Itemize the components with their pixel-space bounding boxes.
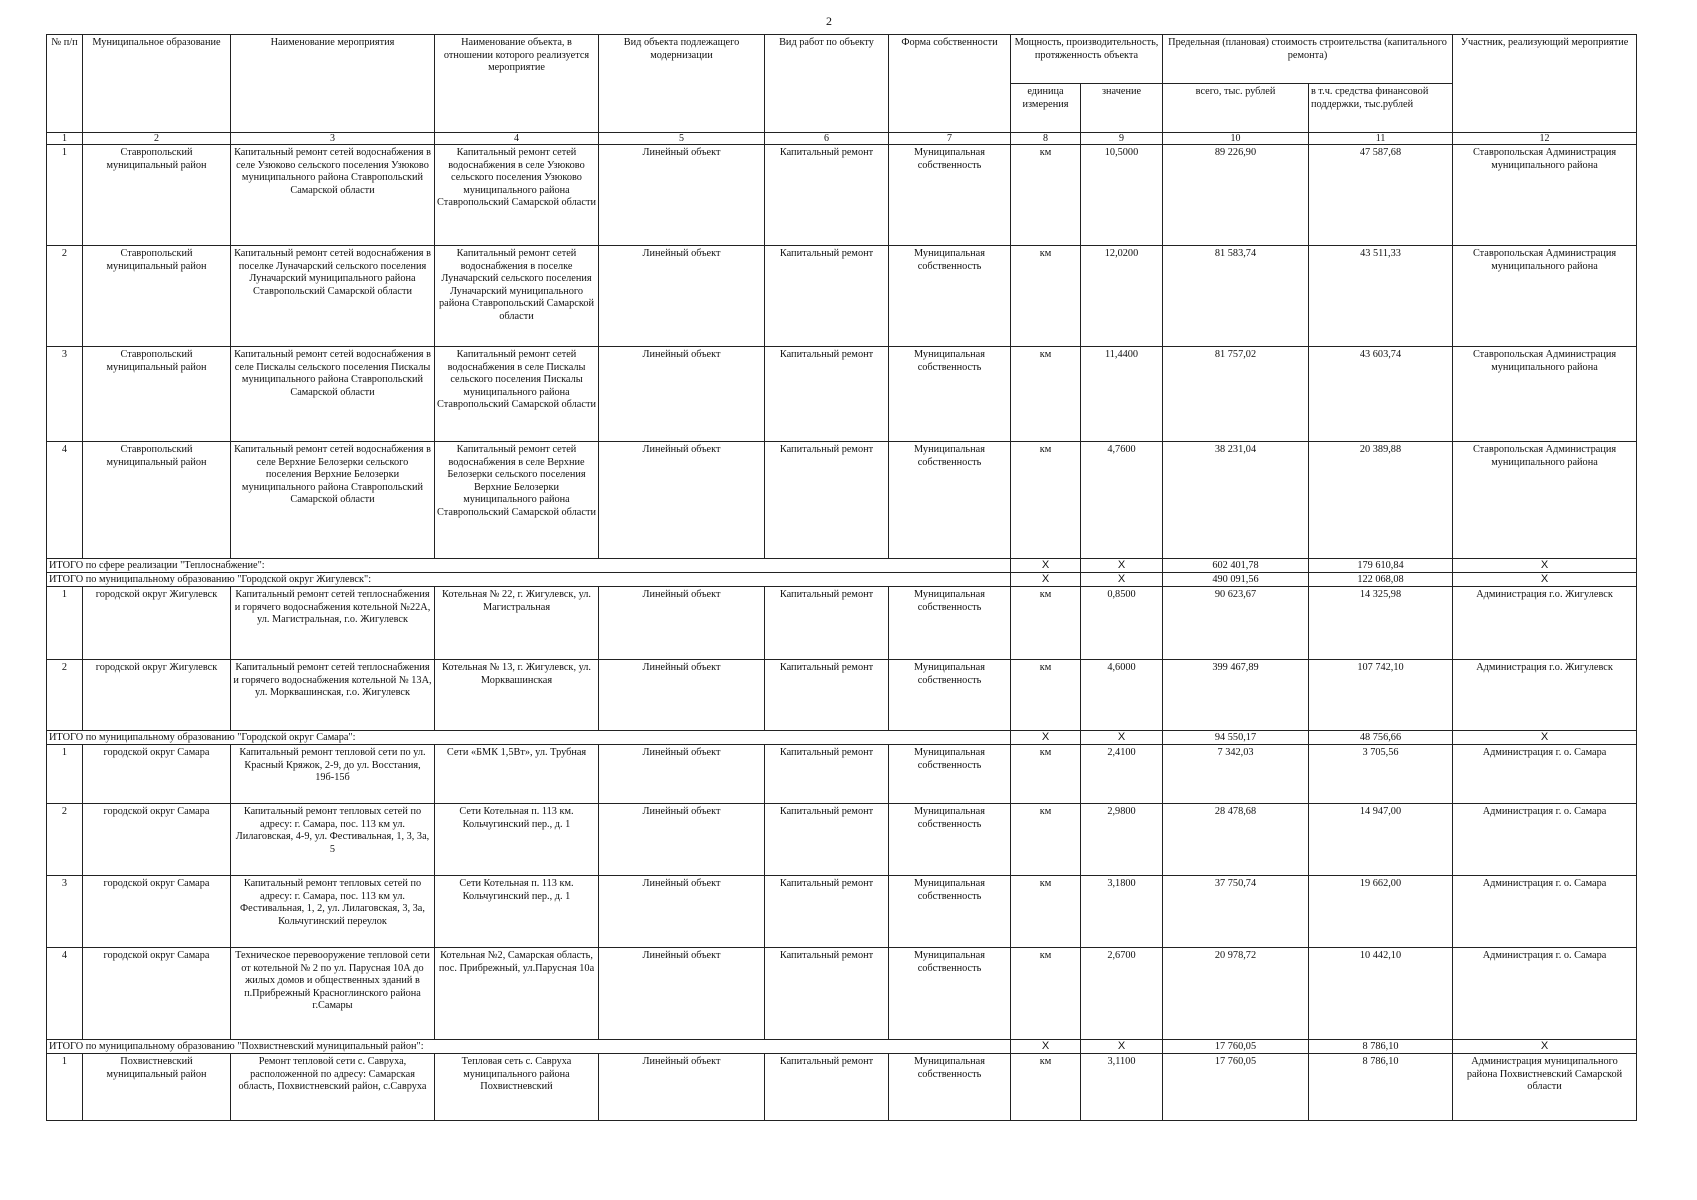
support-cost-cell: 3 705,56	[1309, 745, 1453, 804]
row-number: 2	[47, 660, 83, 731]
municipality-cell: Ставропольский муниципальный район	[83, 145, 231, 246]
work-kind-cell: Капитальный ремонт	[765, 145, 889, 246]
object-kind-cell: Линейный объект	[599, 660, 765, 731]
total-unit: Х	[1011, 559, 1081, 573]
support-cost-cell: 107 742,10	[1309, 660, 1453, 731]
total-cost-cell: 28 478,68	[1163, 804, 1309, 876]
column-number: 1	[47, 133, 83, 145]
total-cost-cell: 17 760,05	[1163, 1054, 1309, 1121]
table-row	[47, 587, 1637, 660]
total-value: Х	[1081, 1040, 1163, 1054]
object-kind-cell: Линейный объект	[599, 876, 765, 948]
support-cost-cell: 8 786,10	[1309, 1054, 1453, 1121]
header-cell: Вид работ по объекту	[765, 35, 889, 133]
municipality-cell: Похвистневский муниципальный район	[83, 1054, 231, 1121]
table-row	[47, 745, 1637, 804]
value-cell: 4,6000	[1081, 660, 1163, 731]
column-number: 5	[599, 133, 765, 145]
ownership-cell: Муниципальная собственность	[889, 804, 1011, 876]
column-number: 8	[1011, 133, 1081, 145]
table-row	[47, 347, 1637, 442]
row-number: 1	[47, 745, 83, 804]
unit-cell: км	[1011, 347, 1081, 442]
support-cost-cell: 43 511,33	[1309, 246, 1453, 347]
header-cell: в т.ч. средства финансовой поддержки, тыс.рублей	[1309, 84, 1453, 133]
object-kind-cell: Линейный объект	[599, 804, 765, 876]
support-cost-cell: 10 442,10	[1309, 948, 1453, 1040]
municipality-cell: Ставропольский муниципальный район	[83, 442, 231, 559]
total-value: Х	[1081, 573, 1163, 587]
investment-program-table	[46, 34, 1637, 1121]
column-number: 9	[1081, 133, 1163, 145]
table-row	[47, 145, 1637, 246]
header-cell: Наименование мероприятия	[231, 35, 435, 133]
unit-cell: км	[1011, 246, 1081, 347]
ownership-cell: Муниципальная собственность	[889, 876, 1011, 948]
total-label: ИТОГО по муниципальному образованию "Городской округ Жигулевск":	[47, 573, 1011, 587]
page-number: 2	[826, 14, 832, 28]
unit-cell: км	[1011, 876, 1081, 948]
table-row	[47, 246, 1637, 347]
support-cost-cell: 14 325,98	[1309, 587, 1453, 660]
unit-cell: км	[1011, 587, 1081, 660]
total-support: 48 756,66	[1309, 731, 1453, 745]
ownership-cell: Муниципальная собственность	[889, 948, 1011, 1040]
total-support: 179 610,84	[1309, 559, 1453, 573]
work-kind-cell: Капитальный ремонт	[765, 660, 889, 731]
work-kind-cell: Капитальный ремонт	[765, 347, 889, 442]
event-cell: Капитальный ремонт сетей водоснабжения в селе Верхние Белозерки сельского поселения Верхние Белозерки муниципального района Ставропольский Самарской области	[231, 442, 435, 559]
municipality-cell: городской округ Жигулевск	[83, 587, 231, 660]
participant-cell: Администрация г. о. Самара	[1453, 745, 1637, 804]
total-label: ИТОГО по муниципальному образованию "Похвистневский муниципальный район":	[47, 1040, 1011, 1054]
total-label: ИТОГО по муниципальному образованию "Городской округ Самара":	[47, 731, 1011, 745]
header-cell: значение	[1081, 84, 1163, 133]
column-number: 11	[1309, 133, 1453, 145]
unit-cell: км	[1011, 145, 1081, 246]
work-kind-cell: Капитальный ремонт	[765, 948, 889, 1040]
total-value: Х	[1081, 559, 1163, 573]
column-number: 4	[435, 133, 599, 145]
row-number: 4	[47, 442, 83, 559]
total-cost-cell: 89 226,90	[1163, 145, 1309, 246]
object-cell: Котельная № 13, г. Жигулевск, ул. Морквашинская	[435, 660, 599, 731]
total-row-samara	[47, 731, 1637, 745]
object-kind-cell: Линейный объект	[599, 442, 765, 559]
value-cell: 2,4100	[1081, 745, 1163, 804]
total-participant: Х	[1453, 731, 1637, 745]
total-cost: 490 091,56	[1163, 573, 1309, 587]
municipality-cell: городской округ Самара	[83, 745, 231, 804]
header-cell: Вид объекта подлежащего модернизации	[599, 35, 765, 133]
value-cell: 2,9800	[1081, 804, 1163, 876]
event-cell: Капитальный ремонт тепловых сетей по адресу: г. Самара, пос. 113 км ул. Лилаговская, 4-9, ул. Фестивальная, 1, 3, 3а, 5	[231, 804, 435, 876]
work-kind-cell: Капитальный ремонт	[765, 1054, 889, 1121]
participant-cell: Администрация г.о. Жигулевск	[1453, 660, 1637, 731]
column-number: 6	[765, 133, 889, 145]
support-cost-cell: 47 587,68	[1309, 145, 1453, 246]
event-cell: Ремонт тепловой сети с. Савруха, расположенной по адресу: Самарская область, Похвистневский район, с.Савруха	[231, 1054, 435, 1121]
row-number: 3	[47, 347, 83, 442]
total-cost-cell: 37 750,74	[1163, 876, 1309, 948]
unit-cell: км	[1011, 1054, 1081, 1121]
participant-cell: Администрация г. о. Самара	[1453, 876, 1637, 948]
total-unit: Х	[1011, 731, 1081, 745]
column-number: 3	[231, 133, 435, 145]
work-kind-cell: Капитальный ремонт	[765, 876, 889, 948]
total-cost: 17 760,05	[1163, 1040, 1309, 1054]
header-cell: Предельная (плановая) стоимость строительства (капитального ремонта)	[1163, 35, 1453, 84]
event-cell: Капитальный ремонт сетей водоснабжения в поселке Луначарский сельского поселения Луначарский муниципального района Ставропольский Самарской области	[231, 246, 435, 347]
event-cell: Капитальный ремонт сетей теплоснабжения и горячего водоснабжения котельной № 13А, ул. Морквашинская, г.о. Жигулевск	[231, 660, 435, 731]
ownership-cell: Муниципальная собственность	[889, 442, 1011, 559]
column-number-row	[47, 133, 1637, 145]
work-kind-cell: Капитальный ремонт	[765, 804, 889, 876]
unit-cell: км	[1011, 948, 1081, 1040]
value-cell: 0,8500	[1081, 587, 1163, 660]
municipality-cell: городской округ Самара	[83, 804, 231, 876]
event-cell: Капитальный ремонт тепловых сетей по адресу: г. Самара, пос. 113 км ул. Фестивальная, 1, 2, ул. Лилаговская, 3, 3а, Кольчугинский переулок	[231, 876, 435, 948]
participant-cell: Ставропольская Администрация муниципального района	[1453, 145, 1637, 246]
row-number: 1	[47, 587, 83, 660]
participant-cell: Администрация г.о. Жигулевск	[1453, 587, 1637, 660]
value-cell: 10,5000	[1081, 145, 1163, 246]
event-cell: Техническое перевооружение тепловой сети от котельной № 2 по ул. Парусная 10А до жилых домов и общественных зданий в п.Прибрежный Красноглинского района г.Самары	[231, 948, 435, 1040]
participant-cell: Ставропольская Администрация муниципального района	[1453, 246, 1637, 347]
table-row	[47, 1054, 1637, 1121]
event-cell: Капитальный ремонт сетей теплоснабжения и горячего водоснабжения котельной №22А, ул. Магистральная, г.о. Жигулевск	[231, 587, 435, 660]
object-cell: Сети Котельная п. 113 км. Кольчугинский пер., д. 1	[435, 876, 599, 948]
ownership-cell: Муниципальная собственность	[889, 587, 1011, 660]
header-cell: всего, тыс. рублей	[1163, 84, 1309, 133]
total-row-pokhvistnevo	[47, 1040, 1637, 1054]
object-cell: Капитальный ремонт сетей водоснабжения в селе Пискалы сельского поселения Пискалы муниципального района Ставропольский Самарской области	[435, 347, 599, 442]
participant-cell: Ставропольская Администрация муниципального района	[1453, 442, 1637, 559]
total-unit: Х	[1011, 573, 1081, 587]
value-cell: 11,4400	[1081, 347, 1163, 442]
total-participant: Х	[1453, 559, 1637, 573]
header-cell: Форма собственности	[889, 35, 1011, 133]
total-cost: 94 550,17	[1163, 731, 1309, 745]
unit-cell: км	[1011, 745, 1081, 804]
municipality-cell: городской округ Самара	[83, 948, 231, 1040]
row-number: 4	[47, 948, 83, 1040]
header-cell: Муниципальное образование	[83, 35, 231, 133]
column-number: 12	[1453, 133, 1637, 145]
column-number: 2	[83, 133, 231, 145]
header-cell: № п/п	[47, 35, 83, 133]
support-cost-cell: 43 603,74	[1309, 347, 1453, 442]
value-cell: 2,6700	[1081, 948, 1163, 1040]
event-cell: Капитальный ремонт тепловой сети по ул. Красный Кряжок, 2-9, до ул. Восстания, 19б-15б	[231, 745, 435, 804]
row-number: 2	[47, 246, 83, 347]
column-number: 10	[1163, 133, 1309, 145]
total-participant: Х	[1453, 573, 1637, 587]
value-cell: 12,0200	[1081, 246, 1163, 347]
ownership-cell: Муниципальная собственность	[889, 1054, 1011, 1121]
object-kind-cell: Линейный объект	[599, 246, 765, 347]
table-row	[47, 804, 1637, 876]
municipality-cell: городской округ Самара	[83, 876, 231, 948]
total-unit: Х	[1011, 1040, 1081, 1054]
total-cost-cell: 90 623,67	[1163, 587, 1309, 660]
table-row	[47, 876, 1637, 948]
ownership-cell: Муниципальная собственность	[889, 347, 1011, 442]
object-kind-cell: Линейный объект	[599, 347, 765, 442]
support-cost-cell: 14 947,00	[1309, 804, 1453, 876]
total-cost-cell: 81 583,74	[1163, 246, 1309, 347]
work-kind-cell: Капитальный ремонт	[765, 587, 889, 660]
table-row	[47, 442, 1637, 559]
table-row	[47, 948, 1637, 1040]
object-cell: Котельная № 22, г. Жигулевск, ул. Магистральная	[435, 587, 599, 660]
header-cell: Наименование объекта, в отношении которого реализуется мероприятие	[435, 35, 599, 133]
total-participant: Х	[1453, 1040, 1637, 1054]
total-cost-cell: 81 757,02	[1163, 347, 1309, 442]
ownership-cell: Муниципальная собственность	[889, 660, 1011, 731]
total-row-zhigulevsk	[47, 573, 1637, 587]
object-cell: Сети «БМК 1,5Вт», ул. Трубная	[435, 745, 599, 804]
table-row	[47, 660, 1637, 731]
object-kind-cell: Линейный объект	[599, 145, 765, 246]
ownership-cell: Муниципальная собственность	[889, 745, 1011, 804]
event-cell: Капитальный ремонт сетей водоснабжения в селе Узюково сельского поселения Узюково муниципального района Ставропольский Самарской области	[231, 145, 435, 246]
row-number: 1	[47, 145, 83, 246]
support-cost-cell: 19 662,00	[1309, 876, 1453, 948]
event-cell: Капитальный ремонт сетей водоснабжения в селе Пискалы сельского поселения Пискалы муниципального района Ставропольский Самарской области	[231, 347, 435, 442]
object-cell: Капитальный ремонт сетей водоснабжения в поселке Луначарский сельского поселения Луначарский муниципального района Ставропольский Самарской области	[435, 246, 599, 347]
value-cell: 3,1100	[1081, 1054, 1163, 1121]
participant-cell: Администрация г. о. Самара	[1453, 804, 1637, 876]
value-cell: 3,1800	[1081, 876, 1163, 948]
object-kind-cell: Линейный объект	[599, 1054, 765, 1121]
object-kind-cell: Линейный объект	[599, 587, 765, 660]
row-number: 1	[47, 1054, 83, 1121]
object-cell: Котельная №2, Самарская область, пос. Прибрежный, ул.Парусная 10а	[435, 948, 599, 1040]
municipality-cell: Ставропольский муниципальный район	[83, 246, 231, 347]
header-cell: Мощность, производительность, протяженность объекта	[1011, 35, 1163, 84]
unit-cell: км	[1011, 660, 1081, 731]
total-support: 122 068,08	[1309, 573, 1453, 587]
participant-cell: Ставропольская Администрация муниципального района	[1453, 347, 1637, 442]
work-kind-cell: Капитальный ремонт	[765, 745, 889, 804]
support-cost-cell: 20 389,88	[1309, 442, 1453, 559]
participant-cell: Администрация г. о. Самара	[1453, 948, 1637, 1040]
ownership-cell: Муниципальная собственность	[889, 145, 1011, 246]
total-cost-cell: 7 342,03	[1163, 745, 1309, 804]
work-kind-cell: Капитальный ремонт	[765, 246, 889, 347]
header-row-1	[47, 35, 1637, 84]
object-cell: Тепловая сеть с. Савруха муниципального района Похвистневский	[435, 1054, 599, 1121]
total-support: 8 786,10	[1309, 1040, 1453, 1054]
ownership-cell: Муниципальная собственность	[889, 246, 1011, 347]
municipality-cell: городской округ Жигулевск	[83, 660, 231, 731]
total-cost-cell: 38 231,04	[1163, 442, 1309, 559]
object-kind-cell: Линейный объект	[599, 745, 765, 804]
total-cost-cell: 20 978,72	[1163, 948, 1309, 1040]
unit-cell: км	[1011, 442, 1081, 559]
work-kind-cell: Капитальный ремонт	[765, 442, 889, 559]
header-cell: единица измерения	[1011, 84, 1081, 133]
participant-cell: Администрация муниципального района Похвистневский Самарской области	[1453, 1054, 1637, 1121]
total-cost-cell: 399 467,89	[1163, 660, 1309, 731]
total-label: ИТОГО по сфере реализации "Теплоснабжение":	[47, 559, 1011, 573]
unit-cell: км	[1011, 804, 1081, 876]
header-cell: Участник, реализующий мероприятие	[1453, 35, 1637, 133]
total-cost: 602 401,78	[1163, 559, 1309, 573]
total-row-heat	[47, 559, 1637, 573]
object-cell: Сети Котельная п. 113 км. Кольчугинский пер., д. 1	[435, 804, 599, 876]
column-number: 7	[889, 133, 1011, 145]
object-cell: Капитальный ремонт сетей водоснабжения в селе Узюково сельского поселения Узюково муниципального района Ставропольский Самарской области	[435, 145, 599, 246]
total-value: Х	[1081, 731, 1163, 745]
object-kind-cell: Линейный объект	[599, 948, 765, 1040]
municipality-cell: Ставропольский муниципальный район	[83, 347, 231, 442]
value-cell: 4,7600	[1081, 442, 1163, 559]
row-number: 3	[47, 876, 83, 948]
object-cell: Капитальный ремонт сетей водоснабжения в селе Верхние Белозерки сельского поселения Верхние Белозерки муниципального района Ставропольский Самарской области	[435, 442, 599, 559]
row-number: 2	[47, 804, 83, 876]
